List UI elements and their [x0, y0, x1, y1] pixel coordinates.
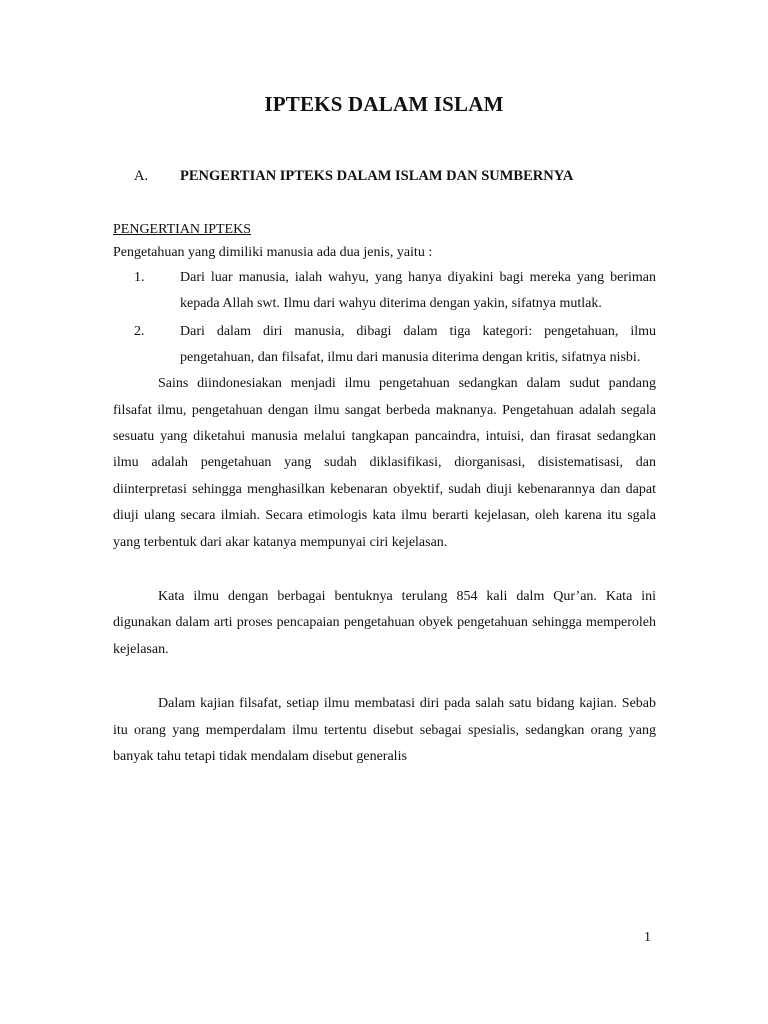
list-item-text: Dari luar manusia, ialah wahyu, yang hanya diyakini bagi mereka yang beriman kepada Allah swt. Ilmu dari wahyu diterima dengan yakin, sifatnya mutlak. — [180, 270, 656, 312]
section-heading-text: PENGERTIAN IPTEKS DALAM ISLAM DAN SUMBERNYA — [180, 168, 574, 184]
numbered-list — [113, 265, 656, 371]
list-item-text: Dari dalam diri manusia, dibagi dalam tiga kategori: pengetahuan, ilmu pengetahuan, dan filsafat, ilmu dari manusia diterima dengan kritis, sifatnya nisbi. — [180, 323, 656, 365]
document-title: IPTEKS DALAM ISLAM — [264, 92, 504, 116]
section-heading — [134, 168, 654, 185]
page-number: 1 — [644, 930, 651, 945]
list-item — [113, 265, 656, 318]
list-item-number: 2. — [134, 323, 145, 339]
paragraph: Dalam kajian filsafat, setiap ilmu membatasi diri pada salah satu bidang kajian. Sebab itu orang yang memperdalam ilmu tertentu disebut sebagai spesialis, sedangkan orang yang banyak tahu tetapi tidak mendalam disebut generalis — [113, 696, 656, 765]
paragraph: Kata ilmu dengan berbagai bentuknya terulang 854 kali dalm Qur’an. Kata ini digunakan dalam arti proses pencapaian pengetahuan obyek pengetahuan sehingga memperoleh kejelasan. — [113, 589, 656, 657]
paragraph: Sains diindonesiakan menjadi ilmu pengetahuan sedangkan dalam sudut pandang filsafat ilmu, pengetahuan dengan ilmu sangat berbeda maknanya. Pengetahuan adalah segala sesuatu yang diketahui manusia melalui tangkapan pancaindra, intuisi, dan firasat sedangkan ilmu adalah pengetahuan yang sudah diklasifikasi, diorganisasi, disistematisasi, dan diinterpretasi sehingga menghasilkan kebenaran obyektif, sudah diuji kebenarannya dan dapat diuji ulang secara ilmiah. Secara etimologis kata ilmu berarti kejelasan, oleh karena itu sgala yang terbentuk dari akar katanya mempunyai ciri kejelasan. — [113, 376, 656, 550]
list-item-number: 1. — [134, 270, 145, 285]
subheading: PENGERTIAN IPTEKS — [113, 222, 251, 237]
intro-paragraph: Pengetahuan yang dimiliki manusia ada dua jenis, yaitu : — [113, 245, 433, 260]
section-letter: A. — [134, 168, 149, 184]
body-text — [113, 218, 656, 770]
list-item — [113, 319, 656, 372]
